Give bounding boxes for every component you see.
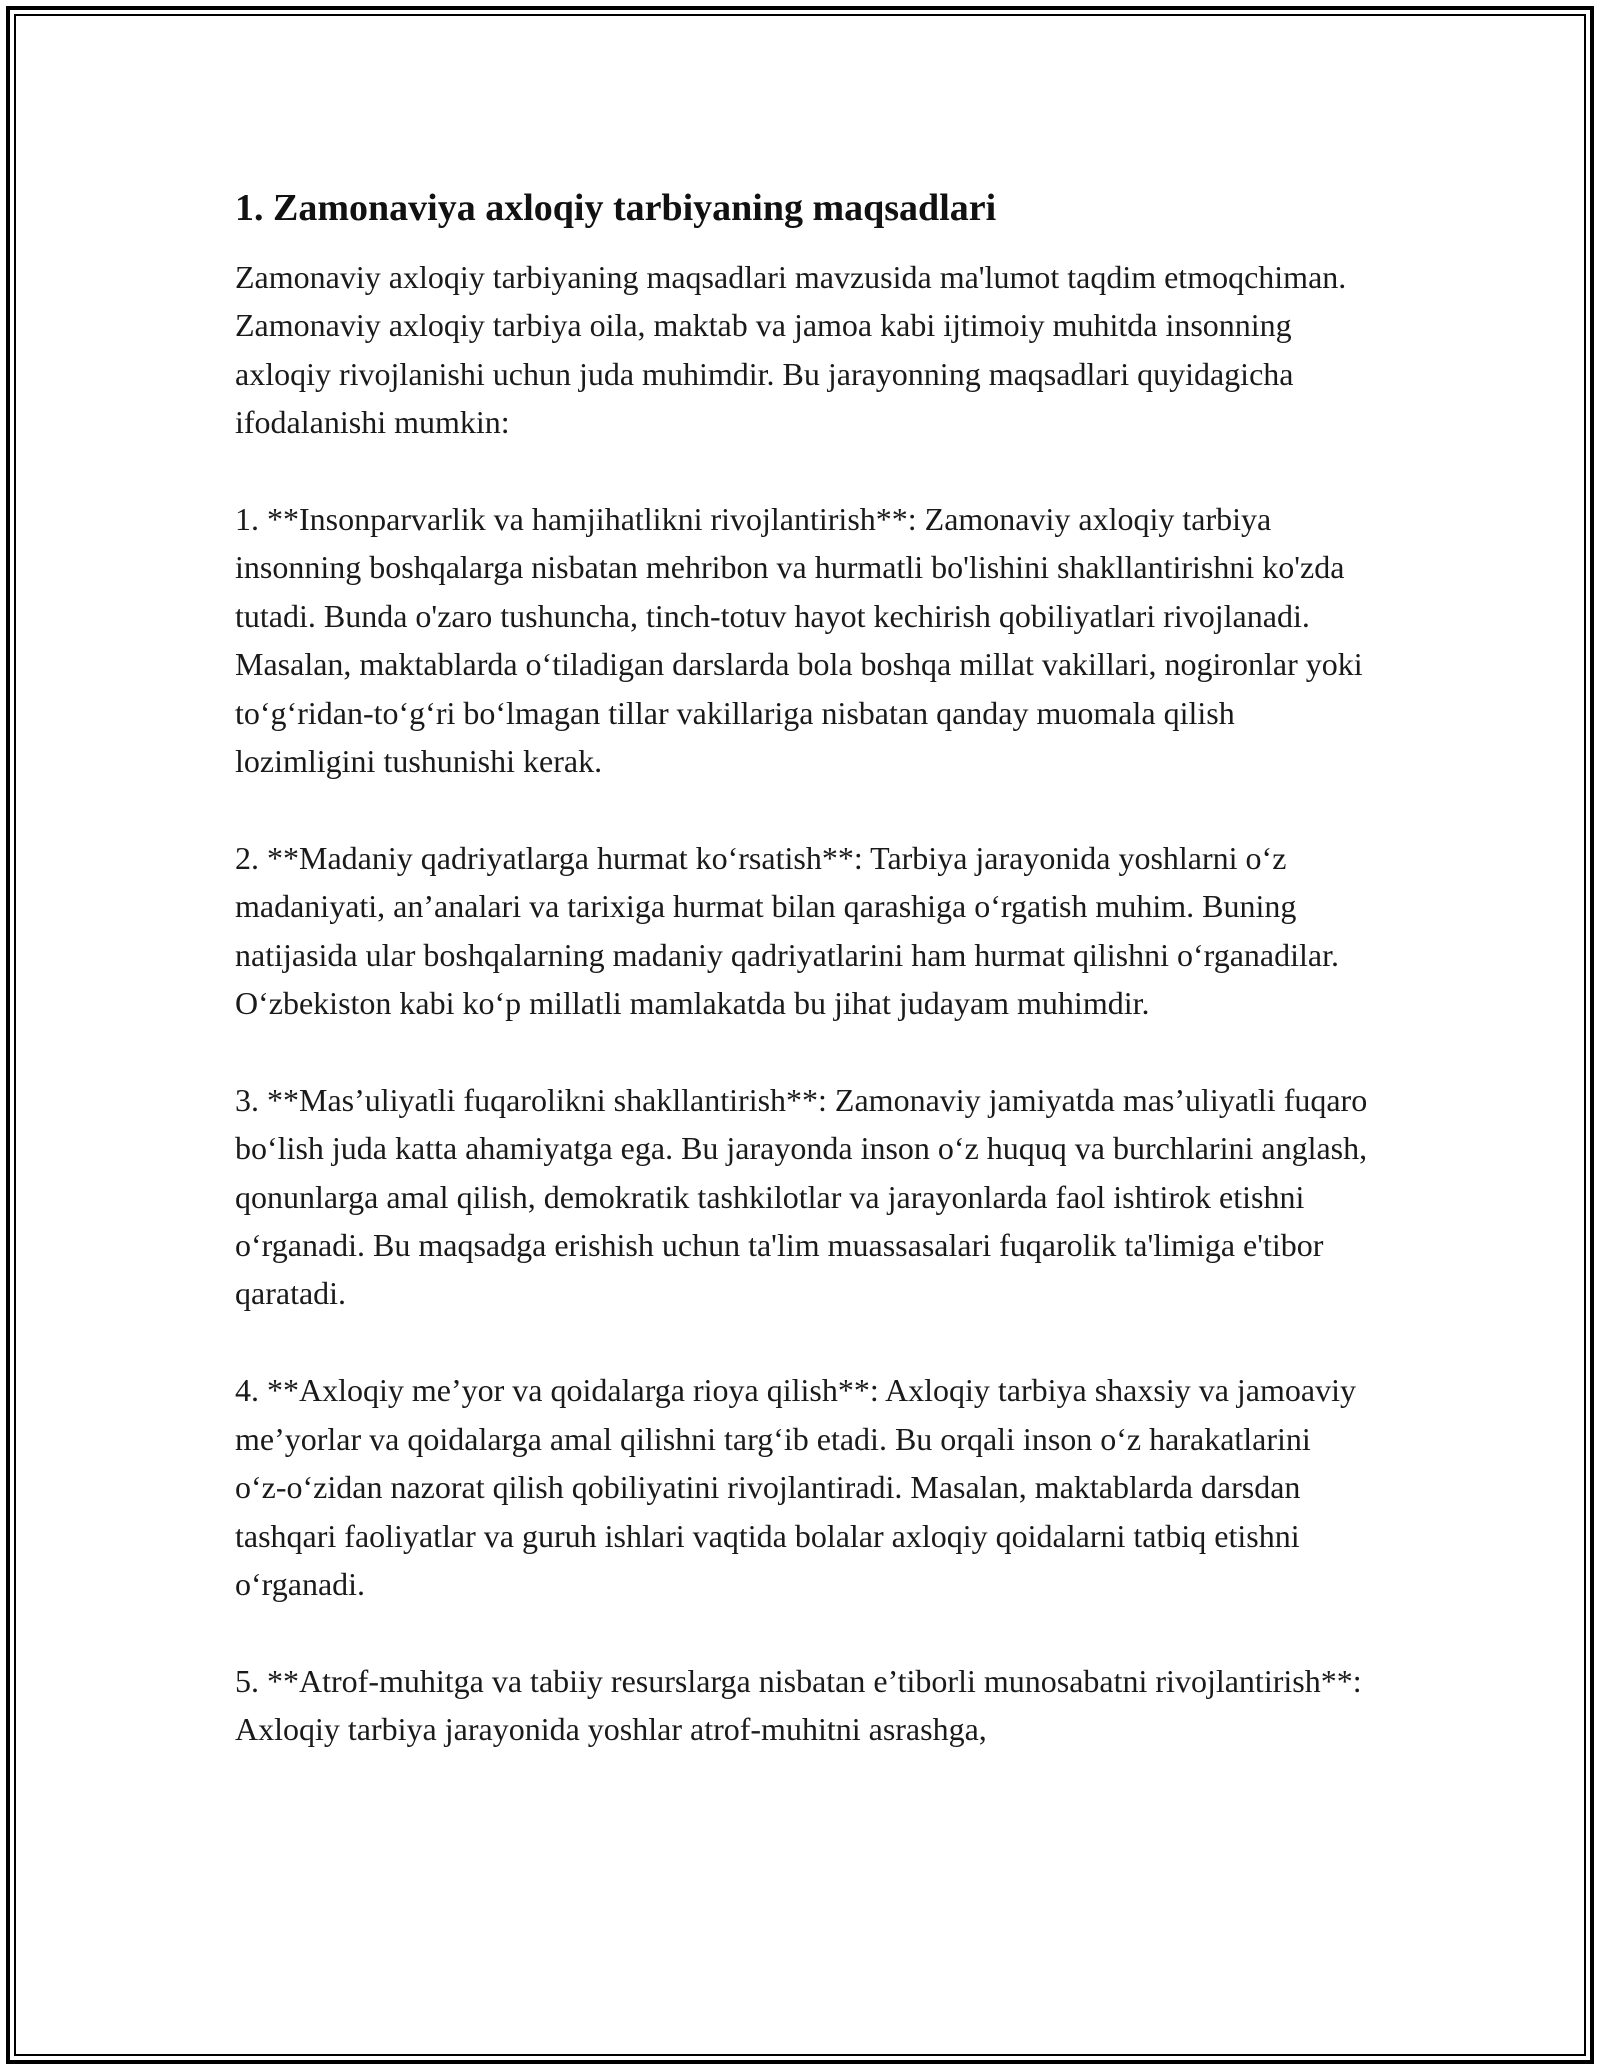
intro-paragraph: Zamonaviy axloqiy tarbiyaning maqsadlari mavzusida ma'lumot taqdim etmoqchiman. Zamonaviy axloqiy tarbiya oila, maktab va jamoa kabi ijtimoiy muhitda insonning axloqiy rivojlanishi uchun juda muhimdir. Bu jarayonning maqsadlari quyidagicha ifodalanishi mumkin: (235, 259, 1347, 441)
section-heading: 1. Zamonaviya axloqiy tarbiyaning maqsadlari (235, 187, 997, 229)
list-item-3: 3. **Mas’uliyatli fuqarolikni shakllantirish**: Zamonaviy jamiyatda mas’uliyatli fuqaro bo‘lish juda katta ahamiyatga ega. Bu jarayonda inson o‘z huquq va burchlarini anglash, qonunlarga amal qilish, demokratik tashkilotlar va jarayonlarda faol ishtirok etishni o‘rganadi. Bu maqsadga erishish uchun ta'lim muassasalari fuqarolik ta'limiga e'tibor qaratadi. (235, 1081, 1368, 1312)
list-item-4: 4. **Axloqiy me’yor va qoidalarga rioya qilish**: Axloqiy tarbiya shaxsiy va jamoaviy me’yorlar va qoidalarga amal qilishni targ‘ib etadi. Bu orqali inson o‘z harakatlarini o‘z-o‘zidan nazorat qilish qobiliyatini rivojlantiradi. Masalan, maktablarda darsdan tashqari faoliyatlar va guruh ishlari vaqtida bolalar axloqiy qoidalarni tatbiq etishni o‘rganadi. (235, 1372, 1356, 1602)
list-item-2: 2. **Madaniy qadriyatlarga hurmat ko‘rsatish**: Tarbiya jarayonida yoshlarni o‘z madaniyati, an’analari va tarixiga hurmat bilan qarashiga o‘rgatish muhim. Buning natijasida ular boshqalarning madaniy qadriyatlarini ham hurmat qilishni o‘rganadilar. O‘zbekiston kabi ko‘p millatli mamlakatda bu jihat judayam muhimdir. (235, 839, 1339, 1022)
document-body (235, 185, 1370, 1802)
list-item-5: 5. **Atrof-muhitga va tabiiy resurslarga nisbatan e’tiborli munosabatni rivojlantirish**: Axloqiy tarbiya jarayonida yoshlar atrof-muhitni asrashga, (235, 1662, 1362, 1748)
list-item-1: 1. **Insonparvarlik va hamjihatlikni rivojlantirish**: Zamonaviy axloqiy tarbiya insonning boshqalarga nisbatan mehribon va hurmatli bo'lishini shakllantirishni ko'zda tutadi. Bunda o'zaro tushuncha, tinch-totuv hayot kechirish qobiliyatlari rivojlanadi. Masalan, maktablarda o‘tiladigan darslarda bola boshqa millat vakillari, nogironlar yoki to‘g‘ridan-to‘g‘ri bo‘lmagan tillar vakillariga nisbatan qanday muomala qilish lozimligini tushunishi kerak. (235, 501, 1363, 780)
